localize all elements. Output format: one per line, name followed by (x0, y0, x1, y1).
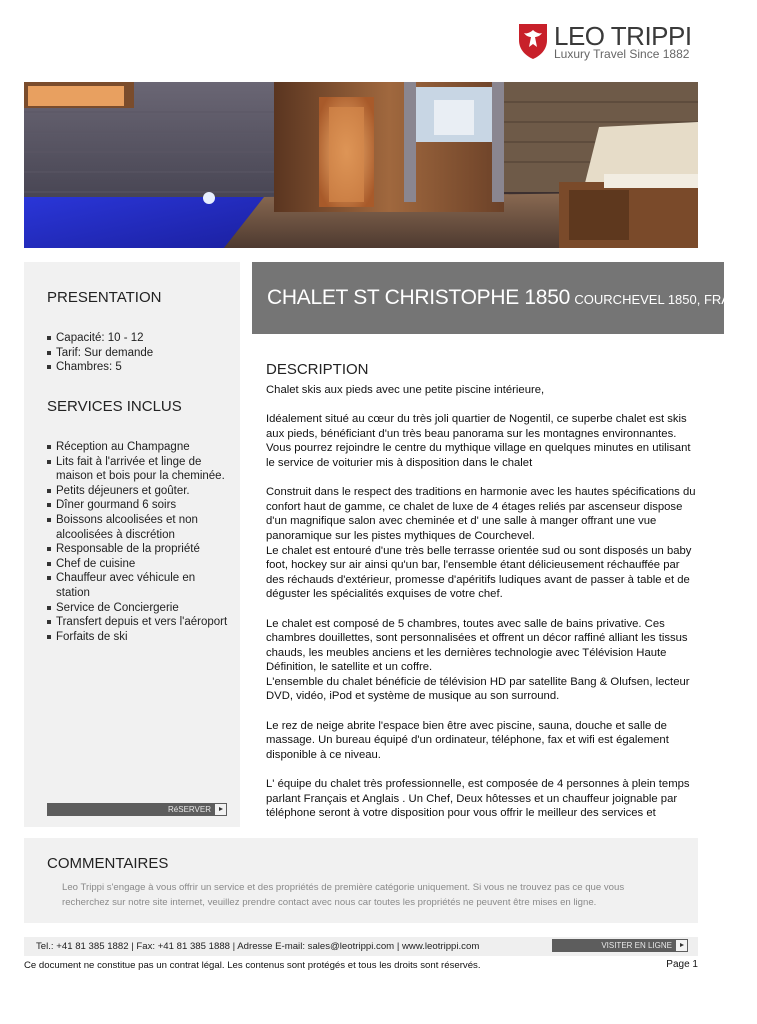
visit-online-button[interactable] (552, 939, 688, 952)
legal-disclaimer: Ce document ne constitue pas un contrat légal. Les contenus sont protégés et tous les droits sont réservés. (24, 960, 481, 971)
description-title: DESCRIPTION (266, 361, 369, 378)
property-location: COURCHEVEL 1850, FRANCE (574, 292, 757, 307)
list-item: Tarif: Sur demande (47, 346, 232, 361)
description-paragraph: Construit dans le respect des traditions en harmonie avec les hautes spécifications du confort haut de gamme, ce chalet de luxe de 4 étages reliés par ascenseur dispose d'un magnifique salon avec cheminée et d' une salle à manger offrant une vue panoramique sur les pistes mythiques de Courchevel. Le chalet est entouré d'une très belle terrasse orientée sud ou sont disposés un baby foot, hockey sur air ainsi qu'un bar, l'ensemble étant délicieusement réchauffée par des réchauds d'extérieur, promesse d'apéritifs ludiques avant de passer à table et de déguster les spécialités exquises de votre chef. (266, 486, 696, 601)
brand-name: LEO TRIPPI (554, 21, 692, 51)
presentation-list (47, 331, 232, 375)
presentation-title: PRESENTATION (47, 289, 162, 306)
list-item: Boissons alcoolisées et non alcoolisées à discrétion (47, 513, 230, 542)
comments-box (24, 838, 698, 923)
description-paragraph: L' équipe du chalet très professionnelle, est composée de 4 personnes à plein temps parlant Français et Anglais . Un Chef, Deux hôtesses et un chauffeur joignable par téléphone seront à votre disposition pour vous offrir le meilleur des services et (266, 778, 690, 820)
list-item: Transfert depuis et vers l'aéroport (47, 615, 230, 630)
brand-tagline: Luxury Travel Since 1882 (554, 47, 690, 61)
list-item: Capacité: 10 - 12 (47, 331, 232, 346)
contact-info: Tel.: +41 81 385 1882 | Fax: +41 81 385 1888 | Adresse E-mail: sales@leotrippi.com | www.leotrippi.com (36, 941, 480, 952)
list-item: Réception au Champagne (47, 440, 230, 455)
page-number: Page 1 (666, 959, 698, 970)
property-title-bar (252, 262, 757, 334)
shield-icon (516, 20, 550, 60)
list-item: Responsable de la propriété (47, 542, 230, 557)
description-paragraph: Chalet skis aux pieds avec une petite piscine intérieure, (266, 384, 545, 396)
brand-logo (516, 20, 692, 62)
list-item: Chauffeur avec véhicule en station (47, 571, 230, 600)
list-item: Petits déjeuners et goûter. (47, 484, 230, 499)
comments-title: COMMENTAIRES (47, 855, 169, 872)
description-paragraph: Le rez de neige abrite l'espace bien être avec piscine, sauna, douche et salle de massage. Un bureau équipé d'un ordinateur, téléphone, fax et wifi est également disponible à ce niveau. (266, 719, 669, 761)
hero-photo (24, 82, 698, 248)
description-paragraph: Le chalet est composé de 5 chambres, toutes avec salle de bains privative. Ces chambres douillettes, sont personnalisées et offrent un décor raffiné alliant les tissus chauds, les meubles anciens et les dernières technologie avec Télévision Haute Définition, le satellite et un coffre. L'ensemble du chalet bénéficie de télévision HD par satellite Bang & Olufsen, lecteur DVD, vidéo, iPod et système de musique au son surround. (266, 617, 690, 703)
reserve-label: RéSERVER (168, 805, 211, 814)
list-item: Lits fait à l'arrivée et linge de maison et bois pour la cheminée. (47, 455, 230, 484)
comments-text: Leo Trippi s'engage à vous offrir un service et des propriétés de première catégorie uniquement. Si vous ne trouvez pas ce que vous recherchez sur notre site internet, veuillez prendre contact avec nous car toutes les propriétés ne peuvent être mises en ligne. (62, 882, 625, 908)
services-list (47, 440, 230, 644)
services-title: SERVICES INCLUS (47, 398, 182, 415)
arrow-right-icon (215, 804, 226, 815)
list-item: Service de Conciergerie (47, 601, 230, 616)
list-item: Forfaits de ski (47, 630, 230, 645)
description-body (266, 383, 698, 823)
arrow-right-icon (676, 940, 687, 951)
footer-bar (24, 937, 698, 956)
property-title: CHALET ST CHRISTOPHE 1850 (267, 286, 570, 309)
list-item: Dîner gourmand 6 soirs (47, 498, 230, 513)
visit-online-label: VISITER EN LIGNE (601, 941, 672, 950)
list-item: Chef de cuisine (47, 557, 230, 572)
reserve-button[interactable] (47, 803, 227, 816)
description-paragraph: Idéalement situé au cœur du très joli quartier de Nogentil, ce superbe chalet est skis aux pieds, bénéficiant d'un très beau panorama sur les montagnes environnantes. Vous pourrez rejoindre le centre du mythique village en quelques minutes en utilisant le service de voiturier mis à disposition dans le chalet (266, 413, 691, 469)
list-item: Chambres: 5 (47, 360, 232, 375)
